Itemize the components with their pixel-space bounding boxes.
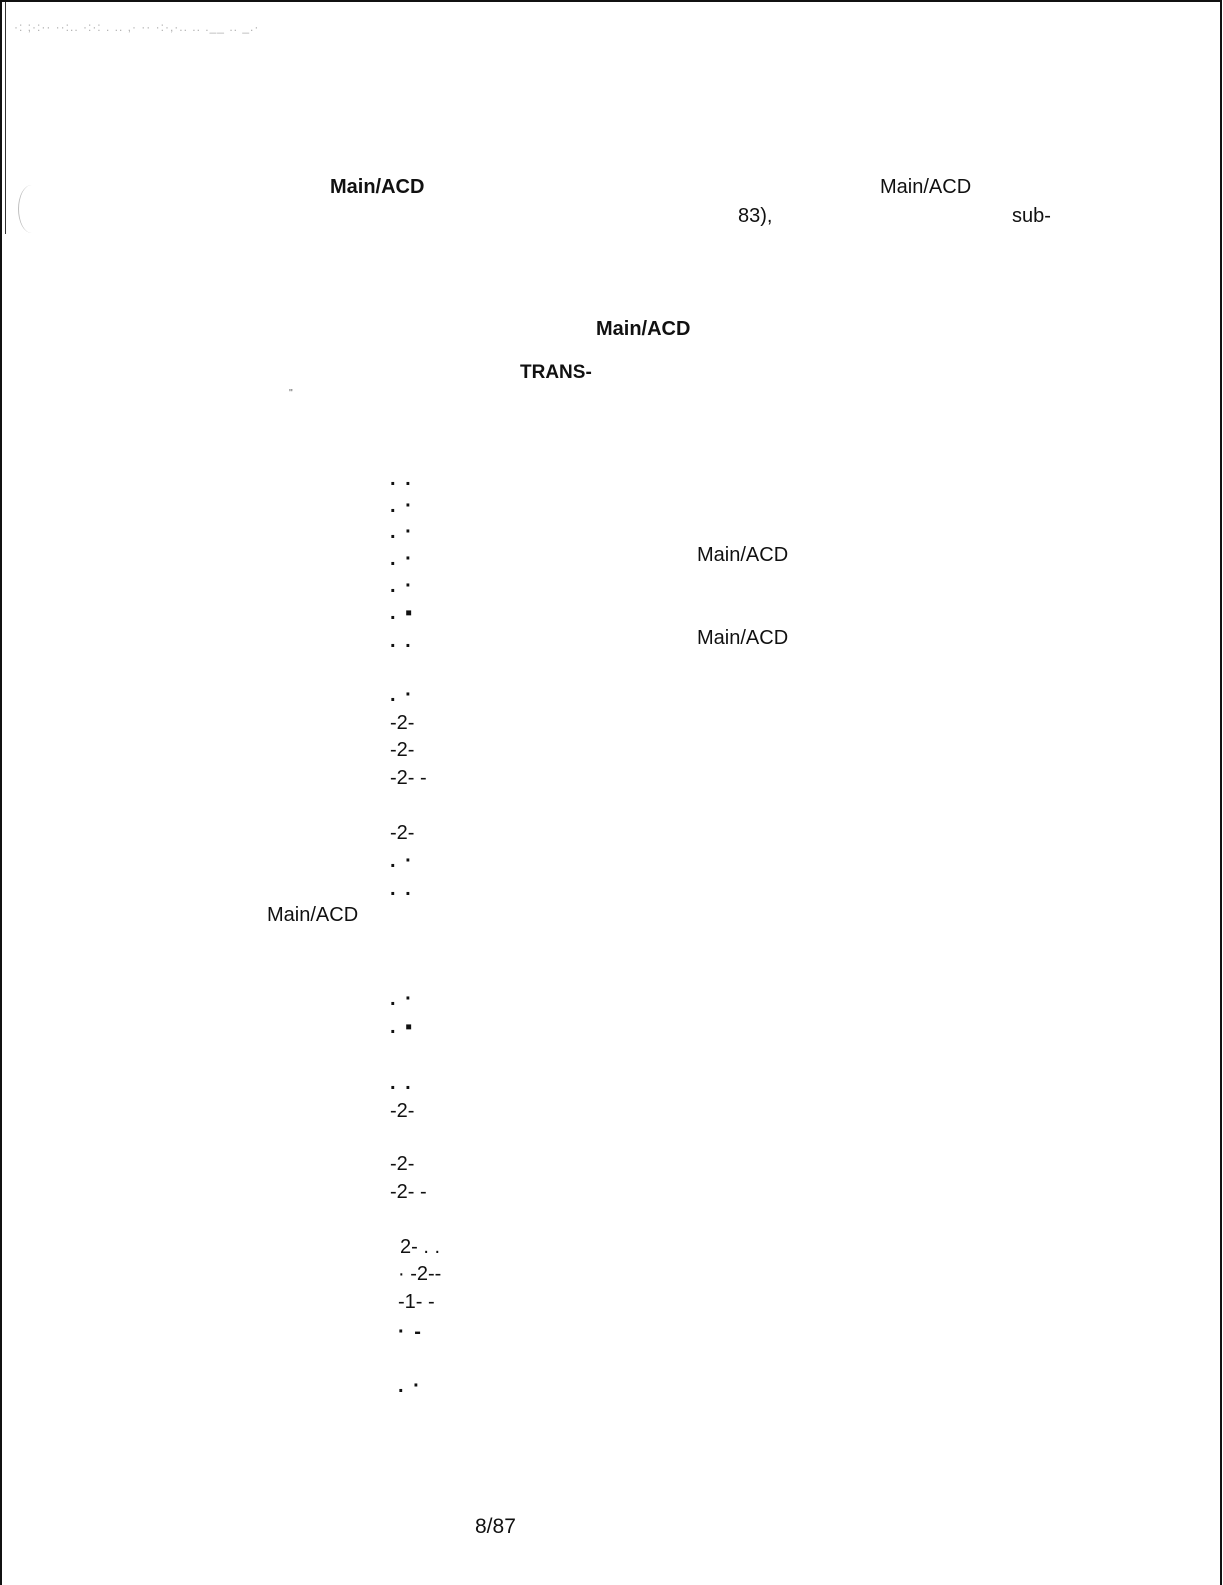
inline-term-main-acd: Main/ACD [697, 627, 789, 649]
list-marker: -2- [390, 1100, 415, 1122]
stray-mark: '' [289, 388, 293, 399]
list-marker: . . [390, 630, 413, 652]
list-marker: · -2-- [398, 1263, 442, 1285]
list-marker: -2- - [390, 767, 427, 789]
list-marker: -2- - [390, 1181, 427, 1203]
list-marker: · - [398, 1321, 423, 1343]
list-marker: . · [390, 495, 414, 517]
list-marker: . ▪ [390, 1016, 415, 1038]
list-marker: . · [390, 850, 414, 872]
page-border-left-inner [5, 2, 6, 234]
page-border-right [1220, 0, 1222, 1585]
scan-header-noise: ·: ;·:·· ··:.. ·:·: . .. ,· ·· ·:·,·.. .. .__ .. _.· [14, 20, 260, 34]
page-border-top [0, 0, 1222, 2]
list-marker: . ▪ [390, 602, 415, 624]
page-border-left [0, 0, 2, 1585]
list-marker: . · [390, 684, 414, 706]
heading-term-main-acd-2: Main/ACD [880, 176, 972, 198]
list-marker: . . [390, 878, 413, 900]
inline-term-main-acd-left: Main/ACD [267, 904, 359, 926]
list-marker: . · [390, 548, 414, 570]
list-marker: -2- [390, 1153, 415, 1175]
margin-bracket-mark [18, 185, 45, 233]
page-reference: 83), [738, 205, 773, 227]
section-term-main-acd: Main/ACD [596, 318, 691, 340]
list-marker: -2- [390, 712, 415, 734]
inline-term-main-acd: Main/ACD [697, 544, 789, 566]
list-marker: . . [390, 1072, 413, 1094]
heading-term-main-acd: Main/ACD [330, 176, 425, 198]
footer-date: 8/87 [475, 1515, 516, 1538]
list-marker: 2- . . [400, 1236, 441, 1258]
hyphenated-fragment: sub- [1012, 205, 1051, 227]
list-marker: . . [390, 468, 413, 490]
trans-term: TRANS- [520, 362, 592, 383]
list-marker: -1- - [398, 1291, 435, 1313]
list-marker: . · [390, 521, 414, 543]
list-marker: -2- [390, 739, 415, 761]
list-marker: . · [398, 1375, 422, 1397]
list-marker: . · [390, 988, 414, 1010]
list-marker: . · [390, 575, 414, 597]
list-marker: -2- [390, 822, 415, 844]
